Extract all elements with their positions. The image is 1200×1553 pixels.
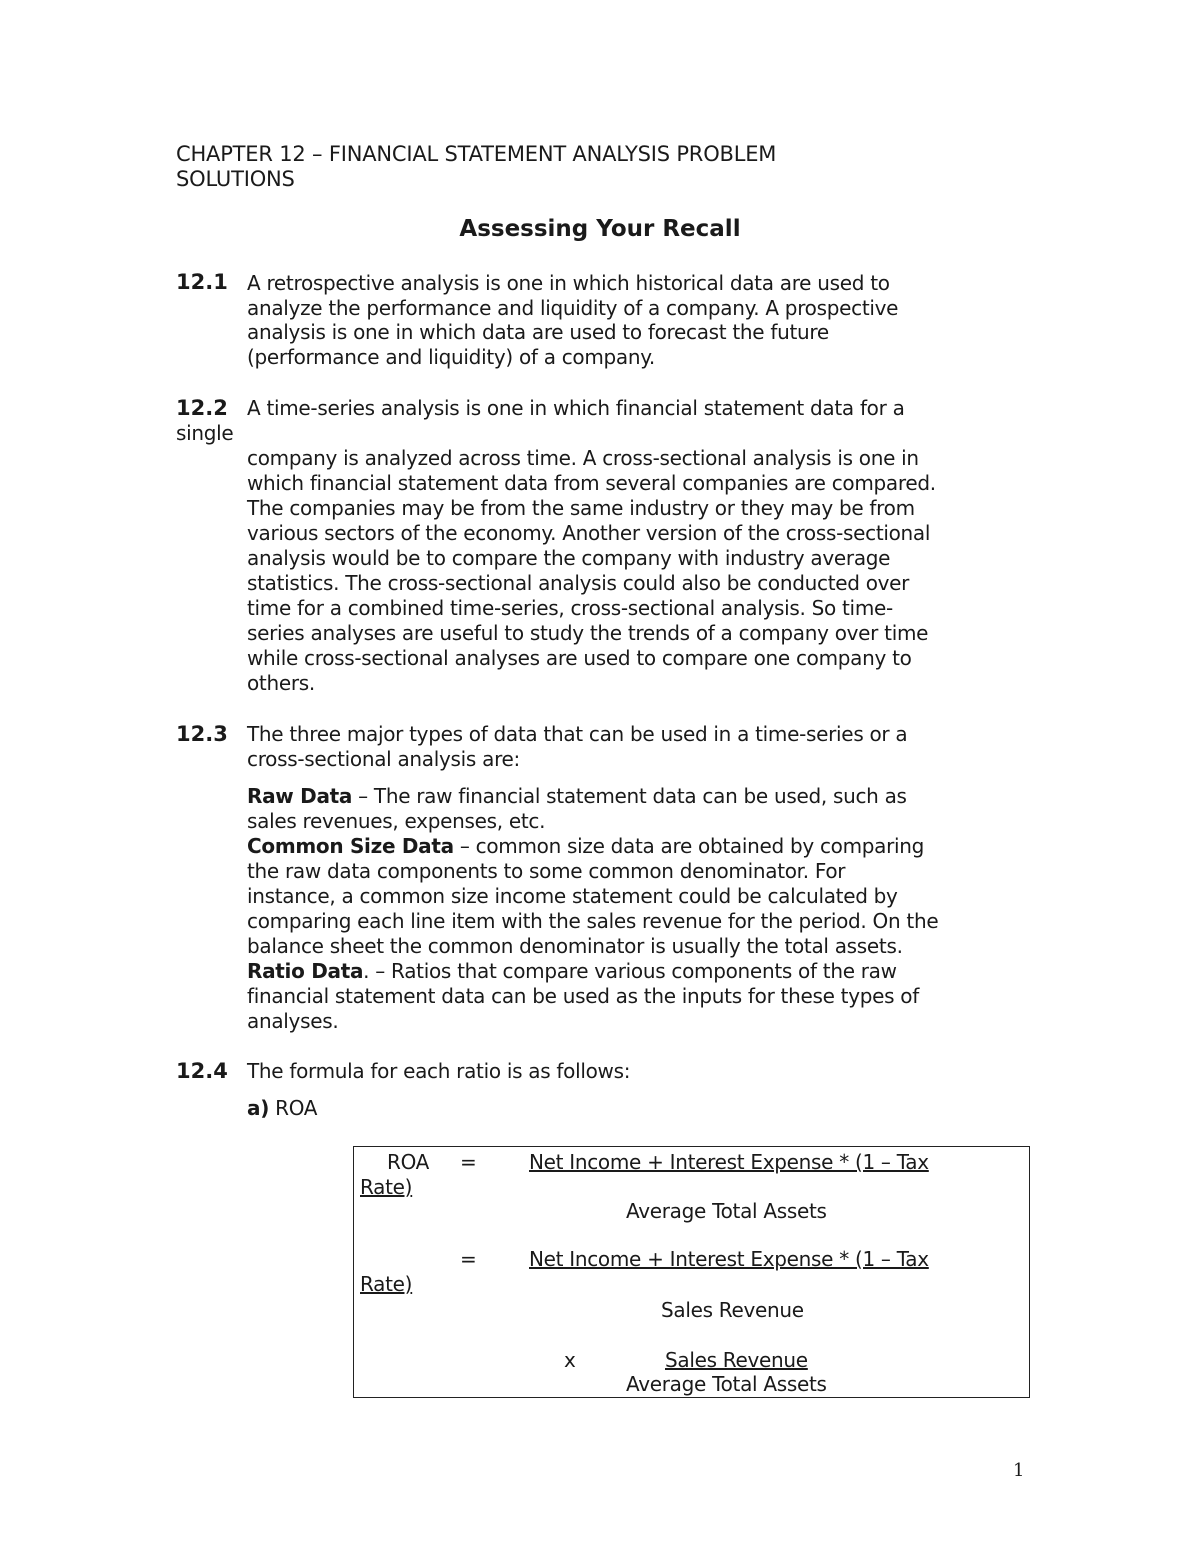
ratio-data-line: financial statement data can be used as the inputs for these types of [247,984,919,1008]
formula-numerator-2: Net Income + Interest Expense * (1 – Tax [529,1247,929,1271]
formula-numerator-1: Net Income + Interest Expense * (1 – Tax [529,1150,929,1174]
answer-12-2-line: time for a combined time-series, cross-sectional analysis. So time- [247,596,893,620]
answer-12-1-line: A retrospective analysis is one in which historical data are used to [247,271,890,295]
answer-12-2-line: series analyses are useful to study the trends of a company over time [247,621,929,645]
section-title: Assessing Your Recall [459,216,741,242]
ratio-data-term: Ratio Data [247,959,364,983]
common-size-line: comparing each line item with the sales revenue for the period. On the [247,909,939,933]
part-a-label: a) ROA [247,1096,318,1120]
common-size-line: the raw data components to some common denominator. For [247,859,846,883]
raw-data-term: Raw Data [247,784,353,808]
common-size-line: balance sheet the common denominator is usually the total assets. [247,934,903,958]
answer-12-2-line: statistics. The cross-sectional analysis could also be conducted over [247,571,910,595]
chapter-heading-line-2: SOLUTIONS [176,167,295,191]
answer-12-3-line: cross-sectional analysis are: [247,747,520,771]
formula-numerator-2-wrap: Rate) [360,1272,413,1296]
roa-formula-box [353,1146,1030,1398]
answer-12-2-line: The companies may be from the same industry or they may be from [247,496,915,520]
chapter-heading [176,142,936,192]
common-size-definition: Common Size Data – common size data are obtained by comparing [247,834,925,858]
page-number: 1 [1013,1460,1025,1481]
formula-denominator-3: Average Total Assets [626,1372,827,1396]
formula-numerator-3: Sales Revenue [665,1348,808,1372]
common-size-line: instance, a common size income statement could be calculated by [247,884,898,908]
answer-12-2-line: while cross-sectional analyses are used to compare one company to [247,646,912,670]
ratio-data-line: analyses. [247,1009,339,1033]
answer-12-4-intro: The formula for each ratio is as follows: [247,1059,631,1083]
question-number-12-1: 12.1 [176,270,228,294]
ratio-data-definition: Ratio Data. – Ratios that compare various components of the raw [247,959,897,983]
question-number-12-4: 12.4 [176,1059,228,1083]
answer-12-3-line: The three major types of data that can be used in a time-series or a [247,722,908,746]
formula-denominator-2: Sales Revenue [661,1298,804,1322]
formula-lhs: ROA [387,1150,430,1174]
answer-12-2-line: which financial statement data from several companies are compared. [247,471,936,495]
question-number-12-3: 12.3 [176,722,228,746]
answer-12-2-line: company is analyzed across time. A cross-sectional analysis is one in [247,446,919,470]
formula-multiply: x [564,1348,576,1372]
answer-12-1-line: (performance and liquidity) of a company. [247,345,655,369]
answer-12-2-line: others. [247,671,315,695]
question-number-12-2: 12.2 [176,396,228,420]
raw-data-line: sales revenues, expenses, etc. [247,809,546,833]
common-size-term: Common Size Data [247,834,454,858]
answer-12-2-line: various sectors of the economy. Another version of the cross-sectional [247,521,931,545]
answer-12-1-line: analysis is one in which data are used to forecast the future [247,320,829,344]
formula-equals: = [460,1247,477,1271]
formula-equals: = [460,1150,477,1174]
formula-numerator-1-wrap: Rate) [360,1175,413,1199]
answer-12-2-line: A time-series analysis is one in which financial statement data for a [247,396,905,420]
formula-denominator-1: Average Total Assets [626,1199,827,1223]
answer-12-1-line: analyze the performance and liquidity of a company. A prospective [247,296,899,320]
answer-12-2-line: analysis would be to compare the company with industry average [247,546,891,570]
answer-12-2-wrapped-word: single [176,421,234,445]
chapter-heading-line-1: CHAPTER 12 – FINANCIAL STATEMENT ANALYSIS PROBLEM [176,142,777,166]
raw-data-definition: Raw Data – The raw financial statement data can be used, such as [247,784,907,808]
